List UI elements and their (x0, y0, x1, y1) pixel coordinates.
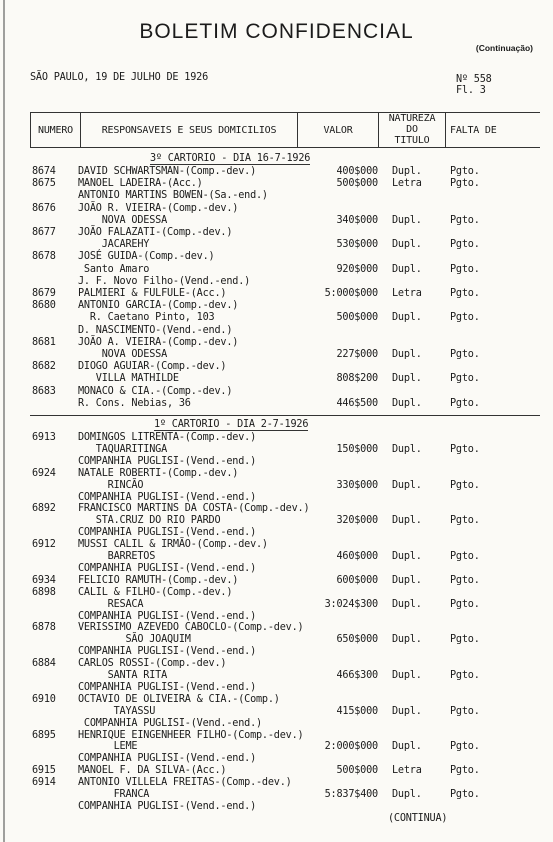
entry-number: 8678 (32, 251, 56, 263)
debtor-entry: OCTAVIO DE OLIVEIRA & CIA.-(Comp.) (78, 693, 280, 705)
table-row (0, 251, 553, 263)
debtor-entry: FRANCISCO MARTINS DA COSTA-(Comp.-dev.) (78, 503, 310, 515)
entry-number: 8682 (32, 361, 56, 373)
title-nature: Dupl. (392, 373, 422, 385)
debtor-entry: CARLOS ROSSI-(Comp.-dev.) (78, 658, 227, 670)
table-row (0, 468, 553, 480)
table-row (0, 551, 553, 563)
table-row (0, 288, 553, 300)
continuation-note: (Continuação) (475, 43, 533, 53)
table-row (0, 599, 553, 611)
amount-value: 415$000 (336, 705, 378, 717)
protest-reason: Pgto. (450, 741, 480, 753)
amount-value: 650$000 (336, 634, 378, 646)
table-row (0, 801, 553, 813)
protest-reason: Pgto. (450, 443, 480, 455)
table-row (0, 337, 553, 349)
amount-value: 150$000 (336, 443, 378, 455)
debtor-entry: MANOEL F. DA SILVA-(Acc.) (78, 765, 227, 777)
table-row (0, 480, 553, 492)
protest-reason: Pgto. (450, 574, 480, 586)
debtor-entry: JOÃO FALAZATI-(Comp.-dev.) (78, 227, 233, 238)
amount-value: 500$000 (336, 178, 378, 190)
table-row (0, 444, 553, 456)
debtor-entry: D. NASCIMENTO-(Vend.-end.) (78, 324, 233, 336)
amount-value: 530$000 (336, 239, 378, 251)
continua-note: (CONTINUA) (388, 813, 448, 824)
entry-number: 8675 (32, 178, 56, 190)
table-row (0, 765, 553, 777)
document-title: BOLETIM CONFIDENCIAL (139, 20, 414, 43)
table-row (0, 203, 553, 215)
title-nature: Dupl. (392, 349, 422, 360)
debtor-entry: COMPANHIA PUGLISI-(Vend.-end.) (78, 717, 262, 729)
col-header-valor: VALOR (323, 125, 353, 136)
entry-number: 8676 (32, 202, 56, 214)
debtor-entry: NOVA ODESSA (78, 214, 168, 226)
entry-number: 6913 (32, 432, 56, 443)
table-row (0, 658, 553, 670)
amount-value: 460$000 (336, 551, 378, 562)
amount-value: 227$000 (336, 349, 378, 360)
debtor-entry: COMPANHIA PUGLISI-(Vend.-end.) (78, 753, 257, 765)
table-row (0, 373, 553, 385)
debtor-entry: FELICIO RAMUTH-(Comp.-dev.) (78, 574, 239, 586)
header-top-rule (30, 112, 540, 113)
protest-reason: Pgto. (450, 288, 480, 299)
debtor-entry: FRANCA (78, 789, 150, 800)
table-row (0, 670, 553, 682)
title-nature: Dupl. (392, 443, 422, 455)
protest-reason: Pgto. (450, 349, 480, 360)
table-row (0, 178, 553, 190)
amount-value: 600$000 (336, 574, 378, 586)
debtor-entry: DIOGO AGUIAR-(Comp.-dev.) (78, 361, 227, 373)
debtor-entry: MONACO & CIA.-(Comp.-dev.) (78, 385, 233, 397)
entry-number: 6924 (32, 467, 56, 479)
debtor-entry: JOÃO A. VIEIRA-(Comp.-dev.) (78, 336, 239, 348)
protest-reason: Pgto. (450, 397, 480, 409)
debtor-entry: RINCÃO (78, 479, 144, 491)
title-nature: Dupl. (392, 515, 422, 527)
debtor-entry: COMPANHIA PUGLISI-(Vend.-end.) (78, 455, 257, 467)
title-nature: Dupl. (392, 574, 422, 586)
debtor-entry: ANTONIO MARTINS BOWEN-(Sa.-end.) (78, 190, 268, 202)
protest-reason: Pgto. (450, 634, 480, 646)
debtor-entry: COMPANHIA PUGLISI-(Vend.-end.) (78, 800, 257, 812)
table-row (0, 325, 553, 337)
title-nature: Dupl. (392, 598, 422, 610)
entry-number: 6934 (32, 574, 56, 586)
table-row (0, 190, 553, 202)
debtor-entry: NATALE ROBERTI-(Comp.-dev.) (78, 467, 239, 479)
table-row (0, 503, 553, 515)
debtor-entry: COMPANHIA PUGLISI-(Vend.-end.) (78, 527, 257, 539)
table-row (0, 515, 553, 527)
protest-reason: Pgto. (450, 166, 480, 177)
protest-reason: Pgto. (450, 705, 480, 717)
debtor-entry: ANTONIO VILLELA FREITAS-(Comp.-dev.) (78, 777, 292, 789)
col-header-numero: NUMERO (38, 125, 73, 136)
table-row (0, 386, 553, 398)
table-row (0, 789, 553, 801)
amount-value: 400$000 (336, 166, 378, 177)
section-divider (30, 415, 540, 416)
entry-number: 6884 (32, 658, 56, 670)
debtor-entry: STA.CRUZ DO RIO PARDO (78, 515, 221, 527)
entry-number: 8683 (32, 385, 56, 397)
debtor-entry: COMPANHIA PUGLISI-(Vend.-end.) (78, 562, 257, 574)
table-row (0, 432, 553, 444)
table-row (0, 634, 553, 646)
protest-reason: Pgto. (450, 670, 480, 681)
table-row (0, 361, 553, 373)
title-nature: Dupl. (392, 741, 422, 753)
debtor-entry: TAQUARITINGA (78, 443, 168, 455)
entry-number: 8680 (32, 300, 56, 312)
entry-number: 6915 (32, 765, 56, 777)
protest-reason: Pgto. (450, 373, 480, 385)
table-row (0, 264, 553, 276)
table-row (0, 587, 553, 599)
title-nature: Letra (392, 178, 422, 190)
amount-value: 3:024$300 (324, 598, 378, 610)
title-nature: Dupl. (392, 670, 422, 681)
table-row (0, 730, 553, 742)
debtor-entry: SÃO JOAQUIM (78, 634, 191, 646)
title-nature: Dupl. (392, 479, 422, 491)
title-nature: Dupl. (392, 312, 422, 324)
debtor-entry: TAYASSU (78, 705, 156, 717)
entry-number: 8674 (32, 166, 56, 177)
amount-value: 5:000$000 (324, 288, 378, 299)
debtor-entry: LEME (78, 741, 138, 753)
col-header-natureza: NATUREZA (388, 113, 436, 124)
table-row (0, 753, 553, 765)
title-nature: Dupl. (392, 634, 422, 646)
amount-value: 320$000 (336, 515, 378, 527)
entry-number: 6892 (32, 503, 56, 515)
protest-reason: Pgto. (450, 551, 480, 562)
entry-number: 6895 (32, 729, 56, 741)
amount-value: 2:000$000 (324, 741, 378, 753)
title-nature: Letra (392, 288, 422, 299)
table-row (0, 527, 553, 539)
debtor-entry: RESACA (78, 598, 144, 610)
debtor-entry: MUSSI CALIL & IRMÃO-(Comp.-dev.) (78, 539, 268, 551)
table-row (0, 239, 553, 251)
table-row (0, 682, 553, 694)
table-row (0, 741, 553, 753)
debtor-entry: HENRIQUE EINGENHEER FILHO-(Comp.-dev.) (78, 729, 304, 741)
title-nature: Dupl. (392, 263, 422, 275)
table-row (0, 539, 553, 551)
title-nature: Dupl. (392, 214, 422, 226)
table-row (0, 706, 553, 718)
table-row (0, 456, 553, 468)
title-nature: Dupl. (392, 166, 422, 177)
title-nature: Dupl. (392, 789, 422, 800)
protest-reason: Pgto. (450, 765, 480, 777)
debtor-entry: NOVA ODESSA (78, 349, 168, 360)
table-row (0, 492, 553, 504)
debtor-entry: CALIL & FILHO-(Comp.-dev.) (78, 586, 233, 598)
col-header-natureza: DO (406, 124, 418, 135)
protest-reason: Pgto. (450, 515, 480, 527)
protest-reason: Pgto. (450, 263, 480, 275)
col-header-responsaveis: RESPONSAVEIS E SEUS DOMICILIOS (101, 125, 277, 136)
debtor-entry: JOSÉ GUIDA-(Comp.-dev.) (78, 251, 215, 263)
title-nature: Letra (392, 765, 422, 777)
entry-number: 6910 (32, 693, 56, 705)
sheet-number: Fl. 3 (456, 85, 486, 96)
debtor-entry: MANOEL LADEIRA-(Acc.) (78, 178, 203, 190)
debtor-entry: R. Caetano Pinto, 103 (78, 312, 215, 324)
title-nature: Dupl. (392, 239, 422, 251)
debtor-entry: COMPANHIA PUGLISI-(Vend.-end.) (78, 681, 257, 693)
col-header-falta: FALTA DE (450, 125, 497, 136)
protest-reason: Pgto. (450, 312, 480, 324)
title-nature: Dupl. (392, 397, 422, 409)
header-bottom-rule (30, 147, 540, 148)
entry-number: 6912 (32, 539, 56, 551)
debtor-entry: DAVID SCHWARTSMAN-(Comp.-dev.) (78, 166, 257, 177)
table-row (0, 694, 553, 706)
entry-number: 8677 (32, 227, 56, 238)
debtor-entry: COMPANHIA PUGLISI-(Vend.-end.) (78, 646, 257, 658)
debtor-entry: SANTA RITA (78, 670, 168, 681)
debtor-entry: VILLA MATHILDE (78, 373, 179, 385)
date-line: SÃO PAULO, 19 DE JULHO DE 1926 (30, 72, 209, 83)
amount-value: 446$500 (336, 397, 378, 409)
debtor-entry: BARRETOS (78, 551, 156, 562)
amount-value: 5:837$400 (324, 789, 378, 800)
debtor-entry: COMPANHIA PUGLISI-(Vend.-end.) (78, 491, 257, 503)
debtor-entry: VERISSIMO AZEVEDO CABOCLO-(Comp.-dev.) (78, 622, 304, 634)
table-row (0, 312, 553, 324)
amount-value: 340$000 (336, 214, 378, 226)
debtor-entry: COMPANHIA PUGLISI-(Vend.-end.) (78, 610, 257, 622)
amount-value: 500$000 (336, 765, 378, 777)
debtor-entry: ANTONIO GARCIA-(Comp.-dev.) (78, 300, 239, 312)
table-row (0, 300, 553, 312)
section-title: 3º CARTORIO - DIA 16-7-1926 (150, 153, 311, 164)
table-row (0, 215, 553, 227)
entry-number: 8681 (32, 336, 56, 348)
table-row (0, 398, 553, 410)
protest-reason: Pgto. (450, 789, 480, 800)
table-row (0, 611, 553, 623)
table-row (0, 166, 553, 178)
table-row (0, 622, 553, 634)
title-nature: Dupl. (392, 551, 422, 562)
debtor-entry: PALMIERI & FULFULE-(Acc.) (78, 288, 227, 299)
amount-value: 808$200 (336, 373, 378, 385)
debtor-entry: JACAREHY (78, 239, 150, 251)
table-row (0, 718, 553, 730)
amount-value: 466$300 (336, 670, 378, 681)
debtor-entry: JOÃO R. VIEIRA-(Comp.-dev.) (78, 202, 239, 214)
debtor-entry: R. Cons. Nebias, 36 (78, 397, 191, 409)
table-row (0, 349, 553, 361)
entry-number: 6914 (32, 777, 56, 789)
debtor-entry: J. F. Novo Filho-(Vend.-end.) (78, 275, 251, 287)
table-row (0, 575, 553, 587)
bulletin-number: Nº 558 (456, 74, 492, 85)
debtor-entry: Santo Amaro (78, 263, 150, 275)
entry-number: 8679 (32, 288, 56, 299)
table-row (0, 227, 553, 239)
debtor-entry: DOMINGOS LITRENTA-(Comp.-dev.) (78, 432, 257, 443)
table-row (0, 563, 553, 575)
entry-number: 6878 (32, 622, 56, 634)
table-row (0, 276, 553, 288)
protest-reason: Pgto. (450, 214, 480, 226)
protest-reason: Pgto. (450, 598, 480, 610)
amount-value: 500$000 (336, 312, 378, 324)
col-header-natureza: TITULO (394, 135, 430, 146)
protest-reason: Pgto. (450, 178, 480, 190)
entry-number: 6898 (32, 586, 56, 598)
protest-reason: Pgto. (450, 479, 480, 491)
amount-value: 920$000 (336, 263, 378, 275)
title-nature: Dupl. (392, 705, 422, 717)
table-row (0, 777, 553, 789)
amount-value: 330$000 (336, 479, 378, 491)
protest-reason: Pgto. (450, 239, 480, 251)
section-title: 1º CARTORIO - DIA 2-7-1926 (154, 419, 309, 430)
table-row (0, 646, 553, 658)
